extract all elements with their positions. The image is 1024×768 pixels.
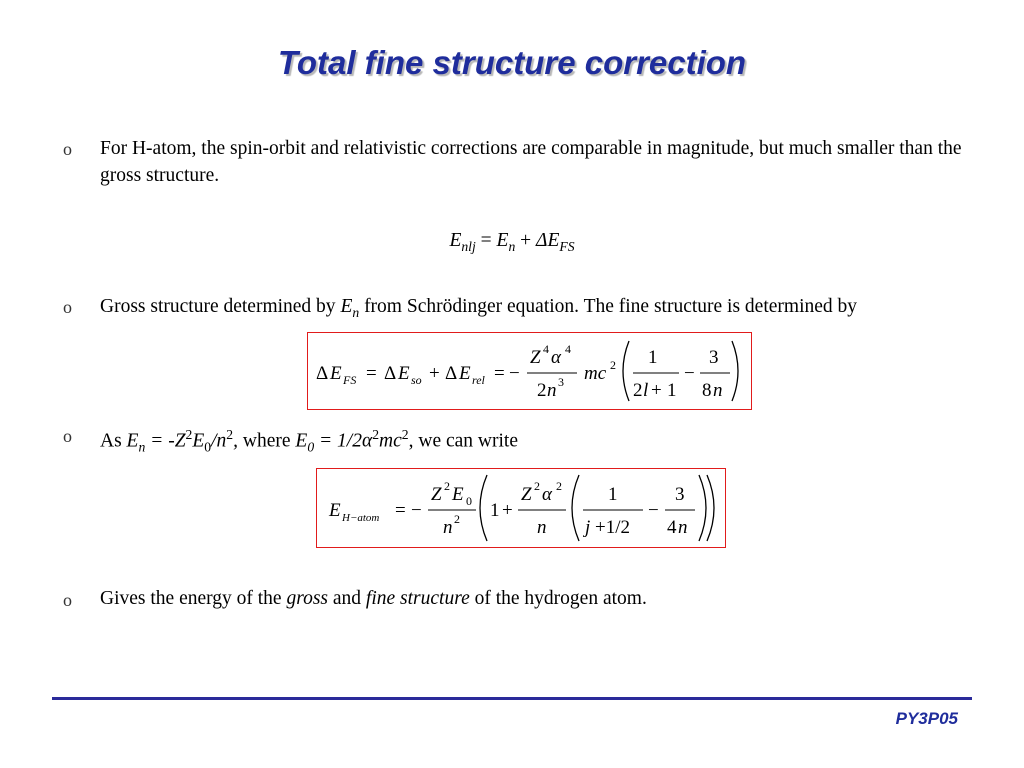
eq-symbol: E <box>330 363 342 384</box>
eq-symbol: E <box>449 230 462 251</box>
eq-symbol: E <box>547 230 560 251</box>
left-paren <box>480 475 487 541</box>
bullet-2-text: Gross structure determined by $E_n$ from Schrödinger equation. The fine structure is determined by <box>100 296 858 320</box>
eq-symbol: n <box>537 517 547 538</box>
eq-plus: + <box>515 230 537 251</box>
hydrogen-energy-equation-box <box>316 468 726 548</box>
eq-symbol: E <box>459 363 471 384</box>
eq-number: 1 <box>490 500 500 521</box>
eq-exp: 2 <box>556 479 562 493</box>
eq-number: 3 <box>675 484 685 505</box>
bullet-marker: o <box>63 297 72 317</box>
eq-equals: = <box>366 363 377 384</box>
eq-minus: − <box>648 500 659 521</box>
eq-equals: = <box>395 500 406 521</box>
eq-symbol: n <box>713 380 723 401</box>
footer-divider <box>52 697 972 700</box>
right-paren <box>732 341 738 401</box>
eq-delta: Δ <box>316 363 329 384</box>
eq-symbol: E <box>329 500 341 521</box>
bullet-marker: o <box>63 426 72 446</box>
bullet-1-text: For H-atom, the spin-orbit and relativistic corrections are comparable in magnitude, but much smaller than the gross structure. <box>100 138 962 186</box>
eq-plus: + <box>502 500 513 521</box>
eq-equals: = <box>494 363 505 384</box>
eq-symbol: E <box>452 484 464 505</box>
eq-symbol: Z <box>431 484 442 505</box>
fine-structure-equation-box <box>307 332 752 410</box>
eq-number: 3 <box>709 347 719 368</box>
eq-exp: 4 <box>565 342 571 356</box>
eq-symbol: n <box>678 517 688 538</box>
eq-exp: 2 <box>534 479 540 493</box>
right-paren <box>707 475 714 541</box>
eq-delta: Δ <box>445 363 458 384</box>
eq-symbol: n <box>443 517 453 538</box>
eq-symbol: α <box>542 484 552 505</box>
energy-equation <box>0 230 1024 255</box>
eq-exp: 2 <box>610 358 616 372</box>
course-code: PY3P05 <box>895 709 958 728</box>
slide-title: Total fine structure correction <box>277 44 747 81</box>
right-paren <box>699 475 706 541</box>
eq-number: 1 <box>648 347 658 368</box>
eq-sub: n <box>508 238 516 254</box>
eq-exp: 2 <box>444 479 450 493</box>
eq-number: 1 <box>667 380 677 401</box>
eq-sub: FS <box>343 373 357 387</box>
eq-plus: + <box>429 363 440 384</box>
eq-symbol: l <box>643 380 649 401</box>
bullet-4-text: Gives the energy of the gross and fine structure of the hydrogen atom. <box>100 588 647 609</box>
eq-delta: Δ <box>384 363 397 384</box>
eq-sub: H−atom <box>342 512 380 524</box>
eq-minus: − <box>509 363 520 384</box>
eq-symbol: E <box>398 363 410 384</box>
eq-plus: + <box>651 380 662 401</box>
eq-delta: Δ <box>536 230 548 251</box>
bullet-3-text: As $E_n = -Z^2E_0/n^2$, where $E_0 = 1/2\alpha^2mc^2$, we can write <box>100 427 518 455</box>
left-paren <box>623 341 629 401</box>
eq-sub: nlj <box>461 238 476 254</box>
eq-number: 2 <box>537 380 547 401</box>
eq-minus: − <box>684 363 695 384</box>
eq-exp: 3 <box>558 375 564 389</box>
eq-exp: 2 <box>454 512 460 526</box>
eq-symbol: n <box>547 380 557 401</box>
eq-symbol: mc <box>584 363 607 384</box>
eq-sub: so <box>411 373 422 387</box>
eq-minus: − <box>411 500 422 521</box>
eq-symbol: Z <box>530 347 541 368</box>
eq-equals: = <box>475 230 497 251</box>
eq-number: 4 <box>667 517 677 538</box>
bullet-marker: o <box>63 590 72 610</box>
eq-sub: 0 <box>466 494 472 508</box>
eq-number: 2 <box>633 380 643 401</box>
eq-symbol: j <box>585 517 591 538</box>
eq-number: 8 <box>702 380 712 401</box>
eq-symbol: α <box>551 347 561 368</box>
eq-symbol: E <box>496 230 509 251</box>
eq-number: +1/2 <box>595 517 630 538</box>
left-paren <box>572 475 579 541</box>
eq-symbol: Z <box>521 484 532 505</box>
bullet-marker: o <box>63 139 72 159</box>
eq-number: 1 <box>608 484 618 505</box>
eq-sub: FS <box>559 238 575 254</box>
eq-exp: 4 <box>543 342 549 356</box>
eq-sub: rel <box>472 373 485 387</box>
